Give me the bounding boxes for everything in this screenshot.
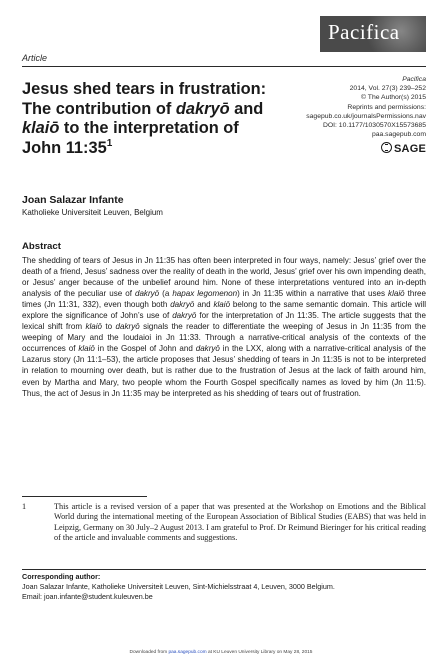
publication-meta <box>256 75 426 139</box>
abstract-text: for the interpretation of Jn 11:35. The article suggests that the lexical shift from <box>22 311 426 332</box>
footnote-text: This article is a revised version of a paper that was presented at the Workshop on Emotions and the Biblical World during the international meeting of the European Association of Biblical Studies (EABS) that was held in Leipzig, Germany on 30 July–2 August 2013. I am grateful to Prof. Dr Reimund Bieringer for his critical reading of the article and invaluable comments and suggestions. <box>54 502 426 542</box>
article-title <box>22 80 282 158</box>
abstract-text: ) in Jn 11:35 within a narrative that uses <box>237 289 389 299</box>
abstract-term: dakryō <box>195 344 220 354</box>
footnote-divider <box>22 496 147 497</box>
article-type-label: Article <box>22 53 48 63</box>
abstract-term: hapax legomenon <box>172 289 238 299</box>
title-part: to the interpretation of John 11:35 <box>22 119 239 157</box>
abstract-term: dakryō <box>134 289 160 299</box>
abstract-text: in the Gospel of John and <box>94 344 196 354</box>
author-affiliation: Katholieke Universiteit Leuven, Belgium <box>22 208 163 217</box>
abstract-text: belong to the same semantic domain. This article will explore the significance of John’s use of <box>22 300 426 321</box>
journal-site-link[interactable]: paa.sagepub.com <box>371 131 426 139</box>
abstract-term: klaiō <box>213 300 231 310</box>
abstract-text: signals the reader to differentiate the weeping of Jesus in Jn 11:35 from the weeping of Mary and the Ioudaioi in Jn 11:33. Through a narrative-critical analysis of the contexts of the occurrences of <box>22 322 427 354</box>
abstract-term: klaiō <box>388 289 405 299</box>
reprints-label: Reprints and permissions: <box>347 103 426 111</box>
footnote <box>22 502 426 543</box>
abstract-term: dakryō <box>170 300 195 310</box>
download-note-suffix: at KU Leuven University Library on May 28, 2015 <box>206 650 313 655</box>
title-part: Jesus shed tears in frustration: The contribution of <box>22 80 267 118</box>
correspondence-block <box>22 582 426 601</box>
correspondence-address: Joan Salazar Infante, Katholieke Universiteit Leuven, Sint-Michielsstraat 4, Leuven, 3000 Belgium. <box>22 582 335 591</box>
download-source-link[interactable]: paa.sagepub.com <box>168 650 207 655</box>
author-name: Joan Salazar Infante <box>22 194 124 206</box>
copyright: © The Author(s) 2015 <box>361 94 426 102</box>
abstract-heading: Abstract <box>22 241 61 252</box>
publisher-logo-text: SAGE <box>394 143 426 155</box>
correspondence-divider <box>22 569 426 570</box>
citation: 2014, Vol. 27(3) 239–252 <box>349 85 426 93</box>
journal-logo <box>320 16 426 52</box>
journal-name: Pacifica <box>402 76 426 83</box>
sage-icon <box>381 142 392 153</box>
abstract-text: three times (Jn 11:31, 332), even though both <box>22 289 426 310</box>
abstract-text: The shedding of tears of Jesus in Jn 11:35 has often been interpreted in four ways, namely: Jesus’ grief over the death of a friend, Jesus’ sadness over the reality of death in the world, Jesus’ grief over his own impending death, or Jesus’ anger because of the unbelief around him. None of these interpretations ventured into an in-depth analysis of the peculiar use of <box>22 256 426 299</box>
journal-logo-text: Pacifica <box>328 20 400 44</box>
title-part: and <box>229 99 264 118</box>
title-footnote-marker: 1 <box>106 137 113 149</box>
abstract-text: (a <box>159 289 173 299</box>
title-term: dakryō <box>175 99 230 118</box>
title-term: klaiō <box>22 119 60 137</box>
abstract-term: klaiō <box>78 344 95 354</box>
correspondence-heading: Corresponding author: <box>22 572 101 581</box>
doi[interactable]: DOI: 10.1177/1030570X15573685 <box>322 122 426 130</box>
footnote-number: 1 <box>22 502 27 511</box>
abstract-term: klaiō <box>85 322 103 332</box>
abstract-body <box>22 255 426 399</box>
abstract-text: and <box>194 300 214 310</box>
publisher-logo <box>381 142 426 155</box>
download-note-prefix: Downloaded from <box>129 650 169 655</box>
header-divider <box>22 66 426 67</box>
abstract-term: dakryō <box>115 322 140 332</box>
correspondence-email[interactable]: Email: joan.infante@student.kuleuven.be <box>22 591 153 601</box>
abstract-text: in the LXX, along with a narrative-critical analysis of the Lazarus story (Jn 11:1–53), the article proposes that Jesus’ shedding of tears in Jn 11:35 is not to be interpreted in relation to mourning over death, but is rather due to the frustration of Jesus at the lack of faith around him, even by Martha and Mary, two people whom the Fourth Gospel specifically names as loved by him (Jn 11:5). Thus, the act of Jesus in Jn 11:35 may be interpreted as his shedding of tears out of frustration. <box>22 344 427 398</box>
abstract-term: dakryō <box>172 311 197 321</box>
download-note <box>0 650 442 655</box>
permissions-link[interactable]: sagepub.co.uk/journalsPermissions.nav <box>306 112 426 120</box>
abstract-text: to <box>102 322 116 332</box>
